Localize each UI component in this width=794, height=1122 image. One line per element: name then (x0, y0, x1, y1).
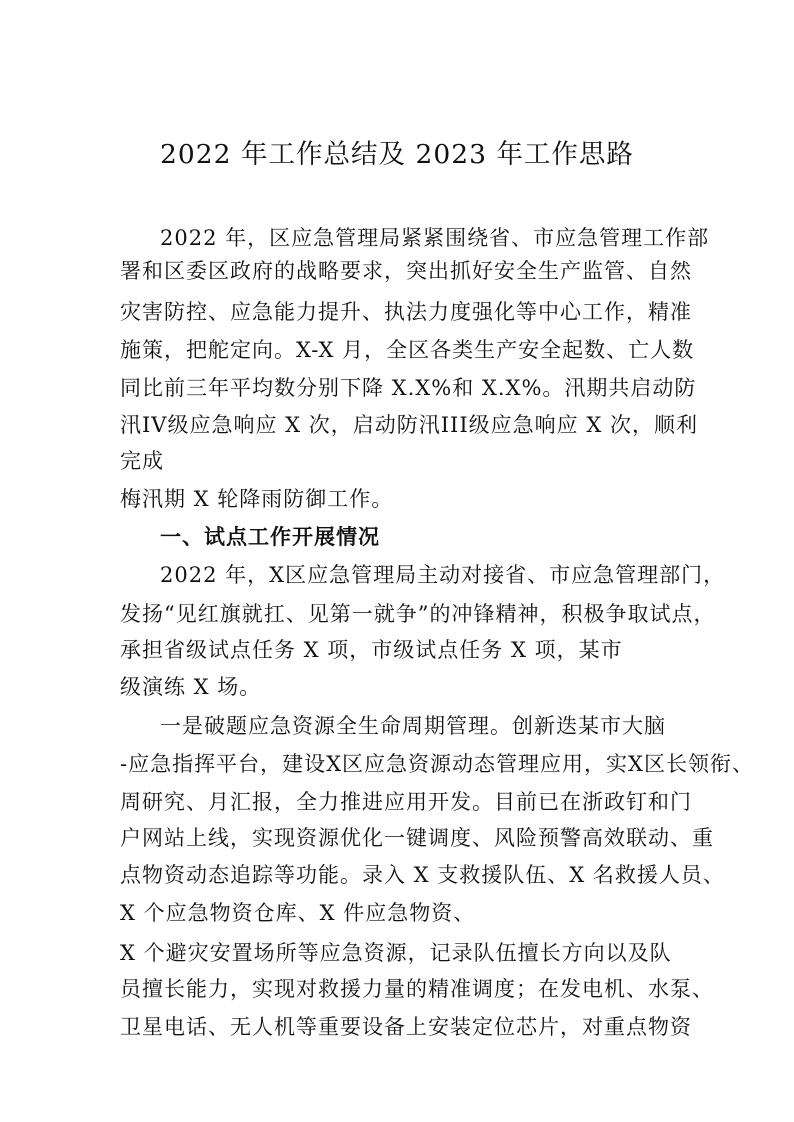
paragraph-line: 周研究、月汇报，全力推进应用开发。目前已在浙政钉和门 (120, 790, 692, 814)
document-title: 2022 年工作总结及 2023 年工作思路 (160, 139, 634, 170)
paragraph-line: 承担省级试点任务 X 项，市级试点任务 X 项，某市 (120, 638, 623, 662)
paragraph-line: 汛IV级应急响应 X 次，启动防汛III级应急响应 X 次，顺利 (120, 413, 698, 437)
paragraph-line: 灾害防控、应急能力提升、执法力度强化等中心工作，精准 (120, 300, 692, 324)
paragraph-line: 梅汛期 X 轮降雨防御工作。 (120, 487, 394, 511)
paragraph-line: 级演练 X 场。 (120, 675, 262, 699)
paragraph-line: 施策，把舵定向。X-X 月，全区各类生产安全起数、亡人数 (120, 338, 695, 362)
paragraph-line: 署和区委区政府的战略要求，突出抓好安全生产监管、自然 (120, 259, 692, 283)
paragraph-line: 点物资动态追踪等功能。录入 X 支救援队伍、X 名救援人员、 (120, 863, 725, 887)
paragraph-line: 完成 (120, 449, 164, 473)
paragraph-line: -应急指挥平台，建设X区应急资源动态管理应用，实X区长领衔、 (120, 752, 754, 776)
paragraph-line: 一是破题应急资源全生命周期管理。创新迭某市大脑 (160, 714, 666, 738)
paragraph-line: 员擅长能力，实现对救援力量的精准调度；在发电机、水泵、 (120, 977, 714, 1001)
paragraph-line: 户网站上线，实现资源优化一键调度、风险预警高效联动、重 (120, 826, 714, 850)
paragraph-line: X 个应急物资仓库、X 件应急物资、 (120, 901, 476, 925)
paragraph-line: 同比前三年平均数分别下降 X.X%和 X.X%。汛期共启动防 (120, 376, 697, 400)
paragraph-line: 卫星电话、无人机等重要设备上安装定位芯片，对重点物资 (120, 1015, 692, 1039)
paragraph-line: X 个避灾安置场所等应急资源，记录队伍擅长方向以及队 (120, 941, 672, 965)
paragraph-line: 2022 年，区应急管理局紧紧围绕省、市应急管理工作部 (160, 226, 710, 250)
section-heading: 一、试点工作开展情况 (160, 525, 380, 549)
paragraph-line: 发扬“见红旗就扛、见第一就争”的冲锋精神，积极争取试点， (120, 602, 716, 626)
paragraph-line: 2022 年，X区应急管理局主动对接省、市应急管理部门， (160, 563, 726, 587)
